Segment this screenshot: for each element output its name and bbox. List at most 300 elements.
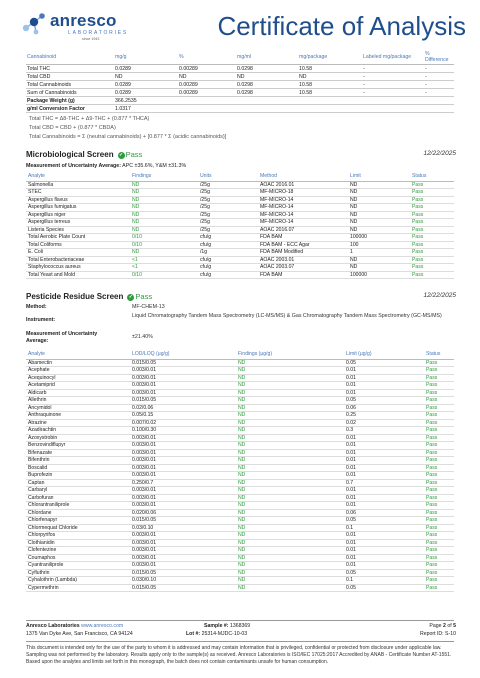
check-icon: ✓ [128, 294, 133, 300]
micro-row [26, 234, 454, 242]
pest-cell: 0.003/0.01 [130, 367, 236, 375]
micro-cell: Pass [410, 196, 454, 204]
pest-cell: Abamectin [26, 359, 130, 367]
potency-cell: 0.00289 [178, 81, 236, 89]
potency-cell: - [362, 65, 424, 73]
pest-cell: Cyfluthrin [26, 569, 130, 577]
micro-cell: ND [130, 196, 198, 204]
pest-row [26, 577, 454, 585]
micro-cell: Total Aerobic Plate Count [26, 234, 130, 242]
pest-cell: ND [236, 539, 344, 547]
micro-cell: <1 [130, 256, 198, 264]
pest-cell: 0.015/0.05 [130, 517, 236, 525]
pest-cell: Acequinocyl [26, 374, 130, 382]
pest-cell: 0.01 [344, 487, 424, 495]
pest-cell: 0.01 [344, 539, 424, 547]
pest-cell: 0.05 [344, 359, 424, 367]
micro-cell: cfu/g [198, 271, 258, 279]
micro-cell: ND [130, 226, 198, 234]
micro-cell: Pass [410, 256, 454, 264]
pest-cell: 0.01 [344, 442, 424, 450]
pest-cell: 0.01 [344, 382, 424, 390]
pest-cell: Chlorantraniliprole [26, 502, 130, 510]
micro-cell: Pass [410, 189, 454, 197]
micro-column-header: Status [410, 172, 454, 181]
pest-cell: Chlordane [26, 509, 130, 517]
page-title: Certificate of Analysis [217, 11, 466, 41]
pest-cell: ND [236, 524, 344, 532]
pest-cell: Pass [424, 404, 454, 412]
pest-cell: ND [236, 404, 344, 412]
pest-cell: Pass [424, 539, 454, 547]
pest-cell: Pass [424, 397, 454, 405]
micro-column-header: Units [198, 172, 258, 181]
micro-cell: ND [348, 196, 410, 204]
micro-cell: FDA BAM Modified [258, 249, 348, 257]
pest-cell: 0.015/0.05 [130, 584, 236, 592]
potency-cell: Total Cannabinoids [26, 81, 114, 89]
pest-cell: ND [236, 569, 344, 577]
pest-cell: 0.015/0.05 [130, 569, 236, 577]
micro-cell: E. Coli [26, 249, 130, 257]
potency-cell: 366.2535 [114, 97, 178, 105]
micro-table [26, 172, 454, 279]
potency-cell: - [424, 65, 454, 73]
micro-cell: Pass [410, 264, 454, 272]
micro-cell: Aspergillus terreus [26, 219, 130, 227]
potency-cell: Sum of Cannabinoids [26, 89, 114, 97]
footer-lot [186, 631, 247, 637]
micro-cell: Pass [410, 249, 454, 257]
pest-cell: 0.05 [344, 517, 424, 525]
potency-cell: ND [178, 73, 236, 81]
pest-cell: 0.01 [344, 472, 424, 480]
pest-cell: ND [236, 554, 344, 562]
pest-cell: Pass [424, 427, 454, 435]
footer-page [429, 623, 456, 629]
pest-date: 12/22/2025 [423, 292, 456, 299]
pest-cell: Bifenazate [26, 449, 130, 457]
pest-cell: Pass [424, 367, 454, 375]
pest-row [26, 449, 454, 457]
pest-cell: 0.003/0.01 [130, 532, 236, 540]
pest-cell: Buprofezin [26, 472, 130, 480]
potency-column-header: Cannabinoid [26, 50, 114, 65]
pest-cell: 0.01 [344, 374, 424, 382]
pest-cell: 0.7 [344, 479, 424, 487]
micro-cell: 0/10 [130, 271, 198, 279]
pest-cell: 0.03/0.10 [130, 524, 236, 532]
micro-cell: Total Enterobacteriaceae [26, 256, 130, 264]
micro-cell: AOAC 2003.01 [258, 256, 348, 264]
potency-cell: 0.0289 [114, 89, 178, 97]
potency-cell [236, 105, 298, 113]
pest-cell: 0.003/0.01 [130, 487, 236, 495]
pest-cell: Pass [424, 479, 454, 487]
pest-cell: Pass [424, 502, 454, 510]
pest-row [26, 509, 454, 517]
pest-cell: ND [236, 367, 344, 375]
pest-cell: Pass [424, 457, 454, 465]
potency-cell [424, 105, 454, 113]
pest-cell: 0.003/0.01 [130, 449, 236, 457]
potency-cell: Total THC [26, 65, 114, 73]
pest-cell: 0.05 [344, 397, 424, 405]
pest-cell: ND [236, 517, 344, 525]
check-icon: ✓ [118, 152, 124, 158]
pest-row [26, 367, 454, 375]
micro-cell: cfu/g [198, 241, 258, 249]
micro-cell: Pass [410, 181, 454, 189]
footer-page-label: Page [429, 623, 442, 629]
pest-cell: Anthraquinone [26, 412, 130, 420]
pest-cell: Pass [424, 472, 454, 480]
potency-cell: 10.58 [298, 81, 362, 89]
micro-cell: Pass [410, 241, 454, 249]
micro-cell: Pass [410, 211, 454, 219]
micro-mu [26, 163, 186, 169]
footer-website-link[interactable]: www.anresco.com [81, 623, 124, 629]
micro-cell: cfu/g [198, 256, 258, 264]
micro-cell: AOAC 2003.07 [258, 264, 348, 272]
pest-cell: 0.003/0.01 [130, 442, 236, 450]
pest-cell: ND [236, 532, 344, 540]
micro-column-header: Findings [130, 172, 198, 181]
micro-cell: Pass [410, 204, 454, 212]
micro-cell: ND [130, 189, 198, 197]
pest-cell: Cyhalothrin (Lambda) [26, 577, 130, 585]
footer-report-id: Report ID: S-10 [419, 631, 456, 637]
potency-cell [178, 105, 236, 113]
pest-cell: Pass [424, 524, 454, 532]
micro-cell: ND [130, 204, 198, 212]
pest-method [26, 304, 454, 313]
pest-cell: ND [236, 479, 344, 487]
pest-cell: ND [236, 412, 344, 420]
pest-cell: Pass [424, 412, 454, 420]
potency-cell: 0.0298 [236, 81, 298, 89]
micro-cell: /25g [198, 219, 258, 227]
micro-row [26, 181, 454, 189]
micro-cell: ND [348, 211, 410, 219]
pest-row [26, 359, 454, 367]
formula-total-cannabinoids: Total Cannabinoids = Σ (neutral cannabinoids) + [0.877 * Σ (acidic cannabinoids)] [29, 134, 227, 140]
pest-title: Pesticide Residue Screen [26, 292, 124, 301]
micro-cell: ND [130, 211, 198, 219]
pest-row [26, 419, 454, 427]
pest-cell: Clothianidin [26, 539, 130, 547]
potency-cell: - [362, 89, 424, 97]
pest-mu-label: Measurement of Uncertainty Average: [26, 331, 98, 344]
pest-cell: 0.007/0.02 [130, 419, 236, 427]
pest-cell: ND [236, 374, 344, 382]
pest-cell: 0.003/0.01 [130, 502, 236, 510]
pest-cell: Pass [424, 547, 454, 555]
pest-row [26, 487, 454, 495]
micro-row [26, 271, 454, 279]
pest-cell: 0.003/0.01 [130, 374, 236, 382]
pest-cell: Chlormequat Chloride [26, 524, 130, 532]
pest-row [26, 479, 454, 487]
micro-row [26, 241, 454, 249]
pest-cell: 0.003/0.01 [130, 382, 236, 390]
anresco-logo [20, 10, 130, 40]
pest-cell: 0.06 [344, 404, 424, 412]
pest-cell: ND [236, 382, 344, 390]
micro-cell: cfu/g [198, 264, 258, 272]
pest-cell: ND [236, 419, 344, 427]
pest-cell: Aldicarb [26, 389, 130, 397]
micro-cell: FDA BAM [258, 271, 348, 279]
pest-row [26, 494, 454, 502]
pest-cell: Coumaphos [26, 554, 130, 562]
potency-row [26, 105, 454, 113]
micro-cell: /25g [198, 181, 258, 189]
pest-cell: Clofentezine [26, 547, 130, 555]
pest-cell: 0.05 [344, 584, 424, 592]
pest-cell: 0.003/0.01 [130, 539, 236, 547]
pest-cell: Acetamiprid [26, 382, 130, 390]
pest-cell: Pass [424, 532, 454, 540]
potency-column-header: mg/ml [236, 50, 298, 65]
pest-row [26, 427, 454, 435]
pest-row [26, 539, 454, 547]
micro-cell: FDA BAM - ECC Agar [258, 241, 348, 249]
pest-row [26, 397, 454, 405]
footer-address: 1375 Van Dyke Ave, San Francisco, CA 94124 [26, 631, 133, 637]
footer-page-total: 5 [453, 623, 456, 629]
potency-cell [178, 97, 236, 105]
pest-cell: ND [236, 397, 344, 405]
pest-cell: Carbofuran [26, 494, 130, 502]
pest-cell: Pass [424, 554, 454, 562]
potency-column-header: mg/package [298, 50, 362, 65]
micro-cell: ND [348, 219, 410, 227]
pest-cell: Pass [424, 487, 454, 495]
pest-cell: 0.01 [344, 502, 424, 510]
pest-cell: Pass [424, 562, 454, 570]
pest-method-label: Method: [26, 304, 47, 310]
potency-cell [236, 97, 298, 105]
pest-cell: Ancymidol [26, 404, 130, 412]
pest-pass-badge: Pass [135, 292, 153, 301]
potency-cell: - [424, 81, 454, 89]
pest-cell: 0.25 [344, 412, 424, 420]
pest-cell: 0.015/0.05 [130, 397, 236, 405]
pest-cell: Chlorpyrifos [26, 532, 130, 540]
pest-cell: 0.01 [344, 494, 424, 502]
pest-cell: 0.01 [344, 457, 424, 465]
micro-cell: MF-MICRO-14 [258, 219, 348, 227]
potency-column-header: mg/g [114, 50, 178, 65]
potency-column-header: % Difference [424, 50, 454, 65]
pest-cell: 0.02 [344, 419, 424, 427]
potency-cell [298, 97, 362, 105]
pest-cell: 0.003/0.01 [130, 472, 236, 480]
pest-cell: Azoxystrobin [26, 434, 130, 442]
micro-cell: Total Yeast and Mold [26, 271, 130, 279]
pest-row [26, 524, 454, 532]
pest-cell: 0.003/0.01 [130, 547, 236, 555]
pest-cell: ND [236, 472, 344, 480]
micro-cell: ND [348, 189, 410, 197]
micro-column-header: Method [258, 172, 348, 181]
potency-row [26, 97, 454, 105]
pest-section-title [26, 292, 152, 301]
pest-cell: Pass [424, 389, 454, 397]
micro-mu-value: APC ±35.6%, Y&M ±31.3% [122, 163, 187, 169]
pest-cell: ND [236, 442, 344, 450]
header [14, 8, 466, 44]
logo-subtitle: LABORATORIES [68, 30, 129, 36]
potency-cell [424, 97, 454, 105]
micro-cell: 0/10 [130, 241, 198, 249]
pest-cell: 0.030/0.10 [130, 577, 236, 585]
micro-row [26, 264, 454, 272]
potency-cell [298, 105, 362, 113]
potency-cell: ND [114, 73, 178, 81]
potency-cell: - [424, 73, 454, 81]
micro-title: Microbiological Screen [26, 150, 114, 159]
micro-cell: 0/10 [130, 234, 198, 242]
pest-cell: 0.003/0.01 [130, 434, 236, 442]
pest-row [26, 457, 454, 465]
pest-cell: ND [236, 389, 344, 397]
micro-cell: ND [348, 204, 410, 212]
pest-cell: Pass [424, 382, 454, 390]
micro-cell: /25g [198, 189, 258, 197]
potency-cell: - [424, 89, 454, 97]
pest-row [26, 517, 454, 525]
pest-row [26, 442, 454, 450]
pest-cell: ND [236, 449, 344, 457]
footer-company-line [26, 623, 123, 629]
micro-cell: ND [130, 181, 198, 189]
pest-mu [26, 331, 454, 345]
pest-cell: Atrazine [26, 419, 130, 427]
potency-cell: Package Weight (g) [26, 97, 114, 105]
pest-instrument-value: Liquid Chromatography Tandem Mass Spectrometry (LC-MS/MS) & Gas Chromatography Tandem Mass Spectrometry (GC-MS/MS) [132, 313, 442, 319]
pest-cell: Pass [424, 494, 454, 502]
potency-cell [362, 97, 424, 105]
micro-cell: <1 [130, 264, 198, 272]
pest-row [26, 404, 454, 412]
micro-cell: Pass [410, 219, 454, 227]
pest-row [26, 374, 454, 382]
pest-cell: ND [236, 427, 344, 435]
potency-cell: 10.58 [298, 89, 362, 97]
footer-sample [204, 623, 250, 629]
potency-cell: 0.0298 [236, 65, 298, 73]
potency-cell: g/ml Conversion Factor [26, 105, 114, 113]
potency-cell: 0.00289 [178, 89, 236, 97]
pest-cell: Cyantraniliprole [26, 562, 130, 570]
pest-method-value: MF-CHEM-13 [132, 304, 165, 310]
pest-cell: Pass [424, 374, 454, 382]
potency-table [26, 50, 454, 113]
micro-cell: cfu/g [198, 234, 258, 242]
pest-row [26, 464, 454, 472]
pest-cell: Allethrin [26, 397, 130, 405]
micro-cell: Pass [410, 226, 454, 234]
pest-cell: ND [236, 547, 344, 555]
pest-row [26, 562, 454, 570]
pest-cell: 0.1 [344, 524, 424, 532]
pest-cell: 0.01 [344, 449, 424, 457]
micro-cell: MF-MICRO-14 [258, 196, 348, 204]
pest-cell: Pass [424, 584, 454, 592]
micro-cell: /25g [198, 211, 258, 219]
micro-row [26, 211, 454, 219]
pest-cell: 0.05/0.15 [130, 412, 236, 420]
pest-table [26, 350, 454, 592]
micro-cell: ND [348, 256, 410, 264]
pest-cell: 0.003/0.01 [130, 457, 236, 465]
footer-lot-label: Lot #: [186, 631, 201, 637]
potency-cell: 0.00289 [178, 65, 236, 73]
pest-cell: 0.01 [344, 464, 424, 472]
micro-row [26, 249, 454, 257]
micro-cell: MF-MICRO-18 [258, 189, 348, 197]
potency-cell: Total CBD [26, 73, 114, 81]
pest-row [26, 532, 454, 540]
pest-cell: Benzovindiflupyr [26, 442, 130, 450]
potency-row [26, 89, 454, 97]
pest-cell: Pass [424, 442, 454, 450]
pest-column-header: Limit (µg/g) [344, 350, 424, 359]
logo-name: anresco [50, 11, 117, 30]
micro-cell: 100000 [348, 234, 410, 242]
micro-cell: Aspergillus flavus [26, 196, 130, 204]
pest-cell: 0.003/0.01 [130, 494, 236, 502]
pest-cell: 0.1 [344, 577, 424, 585]
pest-row [26, 554, 454, 562]
micro-cell: MF-MICRO-14 [258, 204, 348, 212]
micro-section-title [26, 150, 142, 159]
micro-cell: AOAC 2016.01 [258, 181, 348, 189]
micro-cell: /1g [198, 249, 258, 257]
pest-cell: 0.02/0.06 [130, 404, 236, 412]
micro-cell: ND [348, 264, 410, 272]
pest-row [26, 569, 454, 577]
pest-cell: 0.003/0.01 [130, 389, 236, 397]
pest-cell: Cypermethrin [26, 584, 130, 592]
pest-cell: ND [236, 562, 344, 570]
potency-cell: - [362, 73, 424, 81]
micro-cell: /25g [198, 196, 258, 204]
micro-cell: Pass [410, 271, 454, 279]
pest-cell: 0.01 [344, 434, 424, 442]
footer-divider-2 [26, 641, 454, 642]
footer-divider [26, 620, 454, 621]
pest-cell: 0.020/0.06 [130, 509, 236, 517]
pest-instrument [26, 313, 454, 330]
pest-row [26, 389, 454, 397]
micro-column-header: Analyte [26, 172, 130, 181]
pest-cell: ND [236, 434, 344, 442]
potency-row [26, 65, 454, 73]
pest-cell: 0.01 [344, 547, 424, 555]
logo-since: since 1943 [82, 37, 100, 41]
pest-row [26, 584, 454, 592]
pest-cell: 0.3 [344, 427, 424, 435]
pest-column-header: LOD/LOQ (µg/g) [130, 350, 236, 359]
footer-page-current: 2 [442, 623, 446, 629]
potency-cell: 0.0298 [236, 89, 298, 97]
pest-cell: Captan [26, 479, 130, 487]
micro-cell: ND [130, 249, 198, 257]
pest-cell: ND [236, 457, 344, 465]
